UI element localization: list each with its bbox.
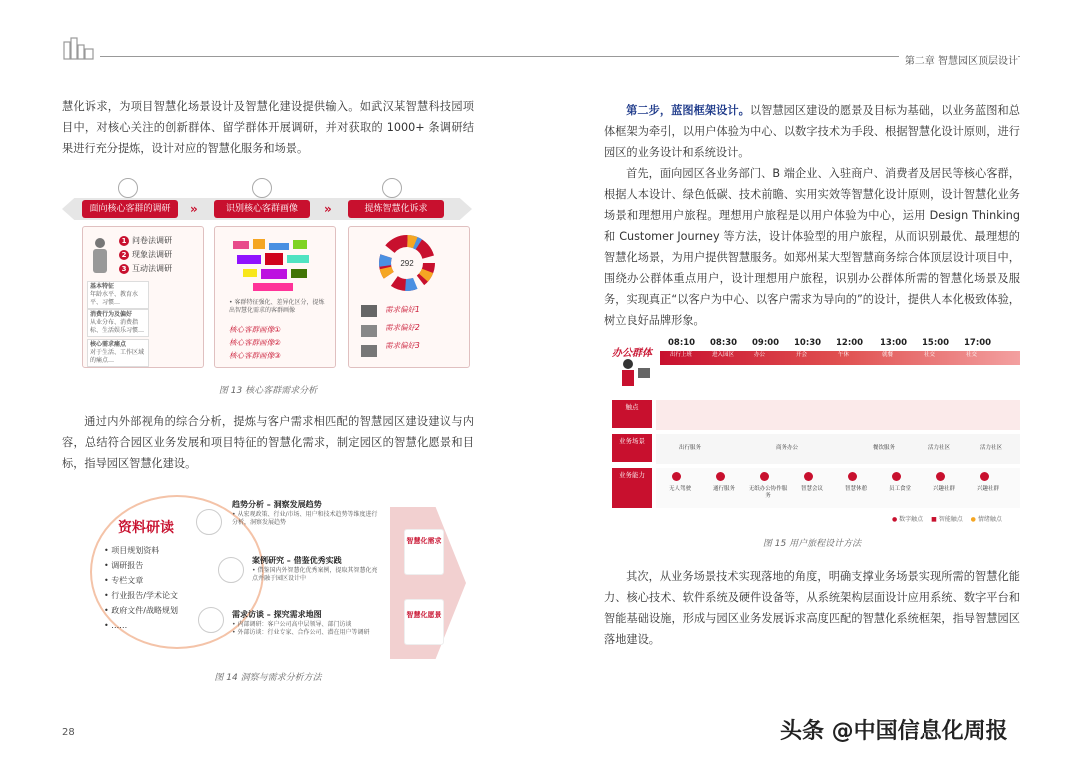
target-icon [382, 178, 402, 198]
reading-list: • 项目规划资料 • 调研报告 • 专栏文章 • 行业报告/学术论文 • 政府文件/战略规划 • …… [104, 546, 178, 630]
need-label: 需求偏好3 [385, 341, 420, 350]
capability-icon [892, 472, 901, 481]
time-label: 08:30 [710, 338, 738, 348]
watermark: 头条 @中国信息化周报 [780, 719, 1008, 744]
persona-note: • 客群特征强化、差异化区分，提炼出智慧化需求的客群画像 [229, 299, 325, 314]
scene-cell: 商务办公 [775, 445, 798, 451]
page-number: 28 [62, 727, 75, 738]
chevron-icon: » [324, 202, 332, 216]
right-paragraph-2: 首先，面向园区各业务部门、B 端企业、入驻商户、消费者及居民等核心客群，根据人本设计、绿色低碳、技术前瞻、实用实效等智慧化设计原则，设计智慧化业务场景和理想用户旅程。理想用户旅程是以用户体验为中心，运用 Design Thinking和 Customer Journey 等方法，设计体验型的用户旅程，从而识别最优、最理想的智慧化场景，为用户提供智慧服务。如郑州某大型智慧商务综合体顶层设计项目中，围绕办公群体重点用户，设计理想用户旅程，识别办公群体所需的智慧化场景及服务，实现真正“以客户为中心、以客户需求为导向的”的设计，提供人本化极致体验，树立良好品牌形象。 [604, 167, 1020, 327]
persona-label: 核心客群画像② [229, 338, 281, 347]
capability-cell: 智慧休憩 [844, 486, 867, 492]
needs-panel [348, 226, 470, 368]
time-label: 10:30 [794, 338, 822, 348]
capability-icon [672, 472, 681, 481]
magnifier-icon [196, 509, 222, 535]
note-card: 核心需求痛点 对于生活、工作区域的痛点… [87, 339, 149, 367]
left-paragraph-1: 慧化诉求，为项目智慧化场景设计及智慧化建设提供输入。如武汉某智慧科技园项目中，对核心关注的创新群体、留学群体开展调研，并对获取的 1000+ 条调研结果进行充分提炼，设计对应的智慧化服务和场景。 [62, 100, 474, 155]
block-text: • 内部调研：客户公司高中层领导、部门访谈 • 外部访谈：行业专家、合作公司、潜在用户等调研 [232, 621, 370, 636]
chapter-title: 第二章 智慧园区顶层设计 [899, 52, 1018, 67]
step-pill-2: 识别核心客群画像 [214, 200, 310, 218]
reading-title: 资料研读 [118, 520, 174, 536]
block-heading: 需求访谈 – 探究需求地图 [232, 610, 322, 619]
capability-icon [848, 472, 857, 481]
activity-label: 进入园区 [712, 352, 735, 358]
note-card: 基本特征 年龄水平、教育水平、习惯… [87, 281, 149, 309]
capability-cell: 兴趣社群 [932, 486, 955, 492]
capability-cell: 兴趣社群 [976, 486, 999, 492]
persona-icon [252, 178, 272, 198]
output-card: 智慧化愿景 [404, 599, 444, 645]
time-label: 12:00 [836, 338, 864, 348]
block-text: • 从宏观政策、行业/市场、用户和技术趋势等维度进行分析，洞察发展趋势 [232, 511, 378, 526]
method-label: 问卷法调研 [132, 236, 172, 245]
capability-icon [936, 472, 945, 481]
office-worker-icon [614, 356, 654, 392]
interview-icon [198, 607, 224, 633]
method-label: 互动法调研 [132, 264, 172, 273]
person-icon [89, 237, 111, 275]
scene-cell: 活力社区 [979, 445, 1002, 451]
case-icon [218, 557, 244, 583]
capability-cell: 无人驾驶 [668, 486, 691, 492]
scene-cell: 活力社区 [927, 445, 950, 451]
time-label: 09:00 [752, 338, 780, 348]
right-paragraph-1: 第二步，蓝图框架设计。以智慧园区建设的愿景及目标为基础，以业务蓝图和总体框架为牵引，以用户体验为中心、以数字技术为手段、根据智慧化设计原则，进行园区的业务设计和系统设计。 [604, 104, 1020, 159]
activity-label: 出行上班 [670, 352, 693, 358]
word-cloud-image [223, 235, 327, 295]
capability-cell: 通行服务 [712, 486, 735, 492]
method-label: 现象法调研 [132, 250, 172, 259]
chevron-icon: » [190, 202, 198, 216]
donut-center-value: 292 [400, 259, 414, 268]
search-people-icon [118, 178, 138, 198]
time-label: 15:00 [922, 338, 950, 348]
row-label: 业务能力 [612, 468, 652, 508]
activity-label: 社交 [924, 352, 936, 358]
donut-chart-image [377, 233, 437, 293]
activity-label: 办公 [754, 352, 766, 358]
right-paragraph-3: 其次，从业务场景技术实现落地的角度，明确支撑业务场景实现所需的智慧化能力、核心技术、软件系统及硬件设备等，从系统架构层面设计应用系统、数字平台和智能基础设施，形成与园区业务发展诉求高度匹配的智慧化系统框架，指导智慧园区落地建设。 [604, 570, 1020, 646]
capability-icon [716, 472, 725, 481]
persona-label: 核心客群画像③ [229, 351, 281, 360]
capability-cell: 智慧会议 [800, 486, 823, 492]
capability-cell: 员工食堂 [888, 486, 911, 492]
building-logo-icon [62, 36, 96, 60]
capability-icon [980, 472, 989, 481]
time-label: 08:10 [668, 338, 696, 348]
need-label: 需求偏好1 [385, 305, 420, 314]
device-icons [359, 303, 379, 359]
figure-13-caption: 图 13 核心客群需求分析 [218, 386, 318, 396]
note-card: 消费行为及偏好 从业分布、消费指标、生活娱乐习惯… [87, 309, 149, 337]
scene-cell: 出行服务 [678, 445, 701, 451]
journey-title: 办公群体 [612, 348, 652, 359]
time-label: 13:00 [880, 338, 908, 348]
block-text: • 借鉴国内外智慧化优秀案例，提取其智慧化亮点并融于园区设计中 [252, 567, 378, 582]
figure-15-caption: 图 15 用户旅程设计方法 [762, 539, 862, 549]
time-label: 17:00 [964, 338, 992, 348]
block-heading: 趋势分析 – 洞察发展趋势 [232, 500, 322, 509]
figure-14 [90, 495, 466, 665]
activity-label: 社交 [966, 352, 978, 358]
capability-icon [804, 472, 813, 481]
persona-panel [214, 226, 336, 368]
persona-label: 核心客群画像① [229, 325, 281, 334]
step-pill-3: 提炼智慧化诉求 [348, 200, 444, 218]
block-heading: 案例研究 – 借鉴优秀实践 [252, 556, 342, 565]
output-card: 智慧化需求 [404, 529, 444, 575]
capability-icon [760, 472, 769, 481]
row-label: 触点 [612, 400, 652, 428]
step-label: 第二步，蓝图框架设计。 [626, 104, 750, 117]
activity-label: 午休 [838, 352, 850, 358]
activity-label: 开会 [796, 352, 808, 358]
capability-cell: 无纸办公协作服务 [748, 486, 788, 499]
figure-14-caption: 图 14 洞察与需求分析方法 [214, 673, 322, 683]
legend: ● 数字触点 ■ 智能触点 ● 情绪触点 [892, 516, 1002, 523]
scene-cell: 餐饮服务 [872, 445, 895, 451]
header-rule [100, 56, 1020, 57]
step-pill-1: 面向核心客群的调研 [82, 200, 178, 218]
activity-label: 就餐 [882, 352, 894, 358]
touchpoint-row [656, 400, 1020, 430]
survey-panel: 1 问卷法调研 2 现象法调研 3 互动法调研 基本特征 年龄水平、教育水平、习惯… 消费行为及偏好 从业分布、消费指标、生活娱乐习惯… 核心需求痛点 对于生活、工作区域的痛点… [82, 226, 204, 368]
need-label: 需求偏好2 [385, 323, 420, 332]
left-paragraph-2: 通过内外部视角的综合分析，提炼与客户需求相匹配的智慧园区建设建议与内容，总结符合园区业务发展和项目特征的智慧化需求，制定园区的智慧化愿景和目标，指导园区智慧化建设。 [62, 415, 474, 470]
figure-15 [612, 338, 1020, 528]
row-label: 业务场景 [612, 434, 652, 462]
figure-13 [62, 178, 472, 370]
